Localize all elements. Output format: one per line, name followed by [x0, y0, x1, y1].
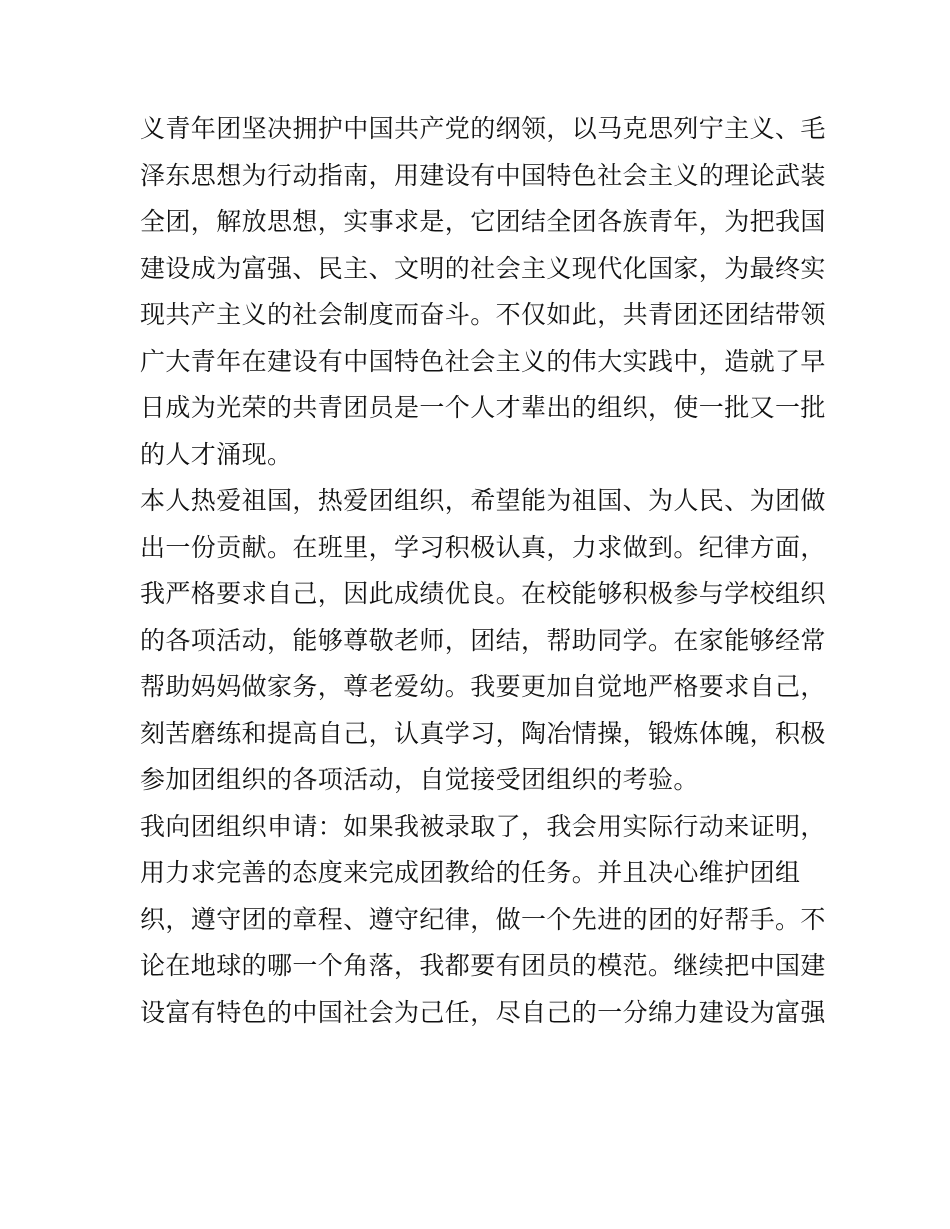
text-line: 参加团组织的各项活动，自觉接受团组织的考验。 [140, 765, 699, 794]
body-text [140, 106, 826, 1036]
text-line: 广大青年在建设有中国特色社会主义的伟大实践中，造就了早 [140, 346, 826, 376]
text-line: 我严格要求自己，因此成绩优良。在校能够积极参与学校组织 [140, 579, 826, 608]
text-line: 建设成为富强、民主、文明的社会主义现代化国家，为最终实 [140, 253, 826, 283]
text-line: 的人才涌现。 [140, 439, 293, 469]
text-line: 刻苦磨练和提高自己，认真学习，陶冶情操，锻炼体魄，积极 [140, 718, 826, 748]
text-line: 全团，解放思想，实事求是，它团结全团各族青年，为把我国 [140, 207, 826, 236]
text-line: 织，遵守团的章程、遵守纪律，做一个先进的团的好帮手。不 [140, 904, 826, 934]
text-line: 论在地球的哪一个角落，我都要有团员的模范。继续把中国建 [140, 951, 826, 980]
text-line: 本人热爱祖国，热爱团组织，希望能为祖国、为人民、为团做 [140, 486, 826, 515]
text-line: 泽东思想为行动指南，用建设有中国特色社会主义的理论武装 [140, 160, 826, 190]
text-line: 用力求完善的态度来完成团教给的任务。并且决心维护团组 [140, 858, 801, 887]
text-line: 我向团组织申请：如果我被录取了，我会用实际行动来证明， [140, 811, 826, 841]
text-line: 出一份贡献。在班里，学习积极认真，力求做到。纪律方面， [140, 532, 826, 562]
text-line: 帮助妈妈做家务，尊老爱幼。我要更加自觉地严格要求自己， [140, 672, 826, 701]
text-line: 的各项活动，能够尊敬老师，团结，帮助同学。在家能够经常 [140, 625, 826, 655]
text-line: 现共产主义的社会制度而奋斗。不仅如此，共青团还团结带领 [140, 300, 826, 329]
text-line: 设富有特色的中国社会为己任，尽自己的一分绵力建设为富强 [140, 997, 826, 1027]
text-line: 义青年团坚决拥护中国共产党的纲领，以马克思列宁主义、毛 [140, 114, 826, 143]
text-line: 日成为光荣的共青团员是一个人才辈出的组织，使一批又一批 [140, 393, 826, 422]
